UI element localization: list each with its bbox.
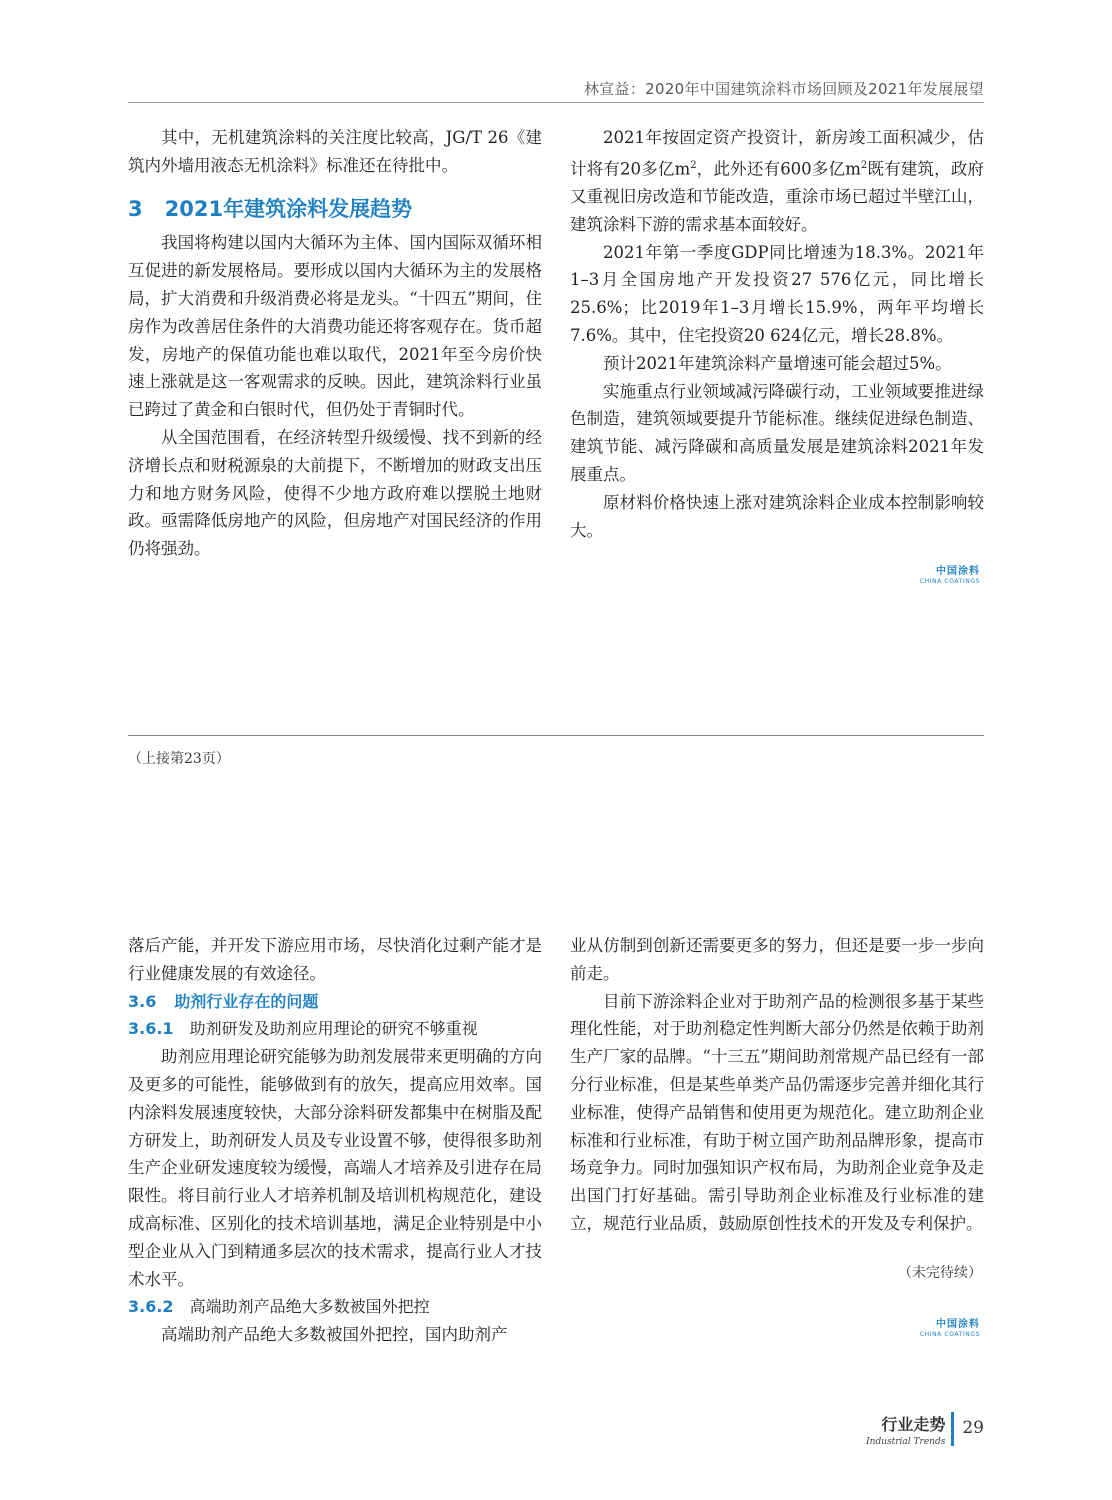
footer-section-name-en: Industrial Trends xyxy=(866,1437,946,1447)
running-header: 林宣益：2020年中国建筑涂料市场回顾及2021年发展展望 xyxy=(583,80,984,98)
subsection-heading xyxy=(128,988,542,1016)
section-divider xyxy=(128,735,984,736)
section-title: 2021年建筑涂料发展趋势 xyxy=(164,196,413,221)
paragraph: 实施重点行业领域减污降碳行动，工业领域要推进绿色制造，建筑领域要提升节能标准。继续促进绿色制造、建筑节能、减污降碳和高质量发展是建筑涂料2021年发展重点。 xyxy=(570,381,984,485)
paragraph: 原材料价格快速上涨对建筑涂料企业成本控制影响较大。 xyxy=(570,492,984,540)
section-heading xyxy=(128,196,542,224)
continued-from-note: （上接第23页） xyxy=(128,751,230,767)
page-number: 29 xyxy=(962,1418,984,1438)
subsubsection-number: 3.6.2 xyxy=(128,1297,174,1317)
section-number: 3 xyxy=(128,196,143,221)
bottom-left-column xyxy=(128,932,542,1349)
footer-section-name: 行业走势 xyxy=(881,1415,946,1434)
china-coatings-logo: 中国涂料 CHINA COATINGS xyxy=(919,1319,980,1338)
paragraph: 落后产能，并开发下游应用市场，尽快消化过剩产能才是行业健康发展的有效途径。 xyxy=(128,936,542,983)
page-footer xyxy=(866,1412,984,1447)
paragraph: 业从仿制到创新还需要更多的努力，但还是要一步一步向前走。 xyxy=(570,936,984,983)
subsubsection-title: 助剂研发及助剂应用理论的研究不够重视 xyxy=(189,1019,478,1039)
top-left-column xyxy=(128,124,542,563)
subsection-number: 3.6 xyxy=(128,991,157,1011)
china-coatings-logo: 中国涂料 CHINA COATINGS xyxy=(919,566,980,585)
paragraph: 2021年按固定资产投资计，新房竣工面积减少，估计将有20多亿$m^2$，此外还有600多亿$m^2$既有建筑，政府又重视旧房改造和节能改造，重涂市场已超过半壁江山，建筑涂料下游的需求基本面较好。 xyxy=(570,128,985,234)
paragraph: 从全国范围看，在经济转型升级缓慢、找不到新的经济增长点和财税源泉的大前提下，不断增加的财政支出压力和地方财务风险，使得不少地方政府难以摆脱土地财政。亟需降低房地产的风险，但房地产对国民经济的作用仍将强劲。 xyxy=(128,427,542,559)
bottom-right-column xyxy=(570,932,984,1238)
paragraph: 我国将构建以国内大循环为主体、国内国际双循环相互促进的新发展格局。要形成以国内大循环为主的发展格局，扩大消费和升级消费必将是龙头。“十四五”期间，住房作为改善居住条件的大消费功能还将客观存在。货币超发，房地产的保值功能也难以取代，2021年至今房价快速上涨就是这一客观需求的反映。因此，建筑涂料行业虽已跨过了黄金和白银时代，但仍处于青铜时代。 xyxy=(128,233,542,420)
footer-accent-bar xyxy=(951,1412,954,1446)
subsubsection-heading xyxy=(128,1293,542,1321)
paragraph-intro: 其中，无机建筑涂料的关注度比较高，JG/T 26《建筑内外墙用液态无机涂料》标准还在待批中。 xyxy=(128,128,542,175)
to-be-continued-note: （未完待续） xyxy=(898,1265,982,1281)
subsubsection-title: 高端助剂产品绝大多数被国外把控 xyxy=(189,1297,430,1317)
paragraph: 2021年第一季度GDP同比增速为18.3%。2021年1–3月全国房地产开发投资27 576亿元，同比增长25.6%；比2019年1–3月增长15.9%，两年平均增长7.6%。其中，住宅投资20 624亿元，增长28.8%。 xyxy=(570,242,984,346)
header-divider xyxy=(128,102,984,103)
paragraph: 助剂应用理论研究能够为助剂发展带来更明确的方向及更多的可能性，能够做到有的放矢，提高应用效率。国内涂料发展速度较快，大部分涂料研发都集中在树脂及配方研发上，助剂研发人员及专业设置不够，使得很多助剂生产企业研发速度较为缓慢，高端人才培养及引进存在局限性。将目前行业人才培养机制及培训机构规范化，建设成高标准、区别化的技术培训基地，满足企业特别是中小型企业从入门到精通多层次的技术需求，提高行业人才技术水平。 xyxy=(128,1047,542,1289)
paragraph: 目前下游涂料企业对于助剂产品的检测很多基于某些理化性能，对于助剂稳定性判断大部分仍然是依赖于助剂生产厂家的品牌。“十三五”期间助剂常规产品已经有一部分行业标准，但是某些单类产品仍需逐步完善并细化其行业标准，使得产品销售和使用更为规范化。建立助剂企业标准和行业标准，有助于树立国产助剂品牌形象，提高市场竞争力。同时加强知识产权布局，为助剂企业竞争及走出国门打好基础。需引导助剂企业标准及行业标准的建立，规范行业品质，鼓励原创性技术的开发及专利保护。 xyxy=(570,991,984,1233)
paragraph: 预计2021年建筑涂料产量增速可能会超过5%。 xyxy=(603,353,952,373)
subsubsection-number: 3.6.1 xyxy=(128,1019,174,1039)
subsubsection-heading xyxy=(128,1015,542,1043)
subsection-title: 助剂行业存在的问题 xyxy=(174,991,319,1011)
top-right-column xyxy=(570,124,984,544)
paragraph: 高端助剂产品绝大多数被国外把控，国内助剂产 xyxy=(161,1325,508,1345)
